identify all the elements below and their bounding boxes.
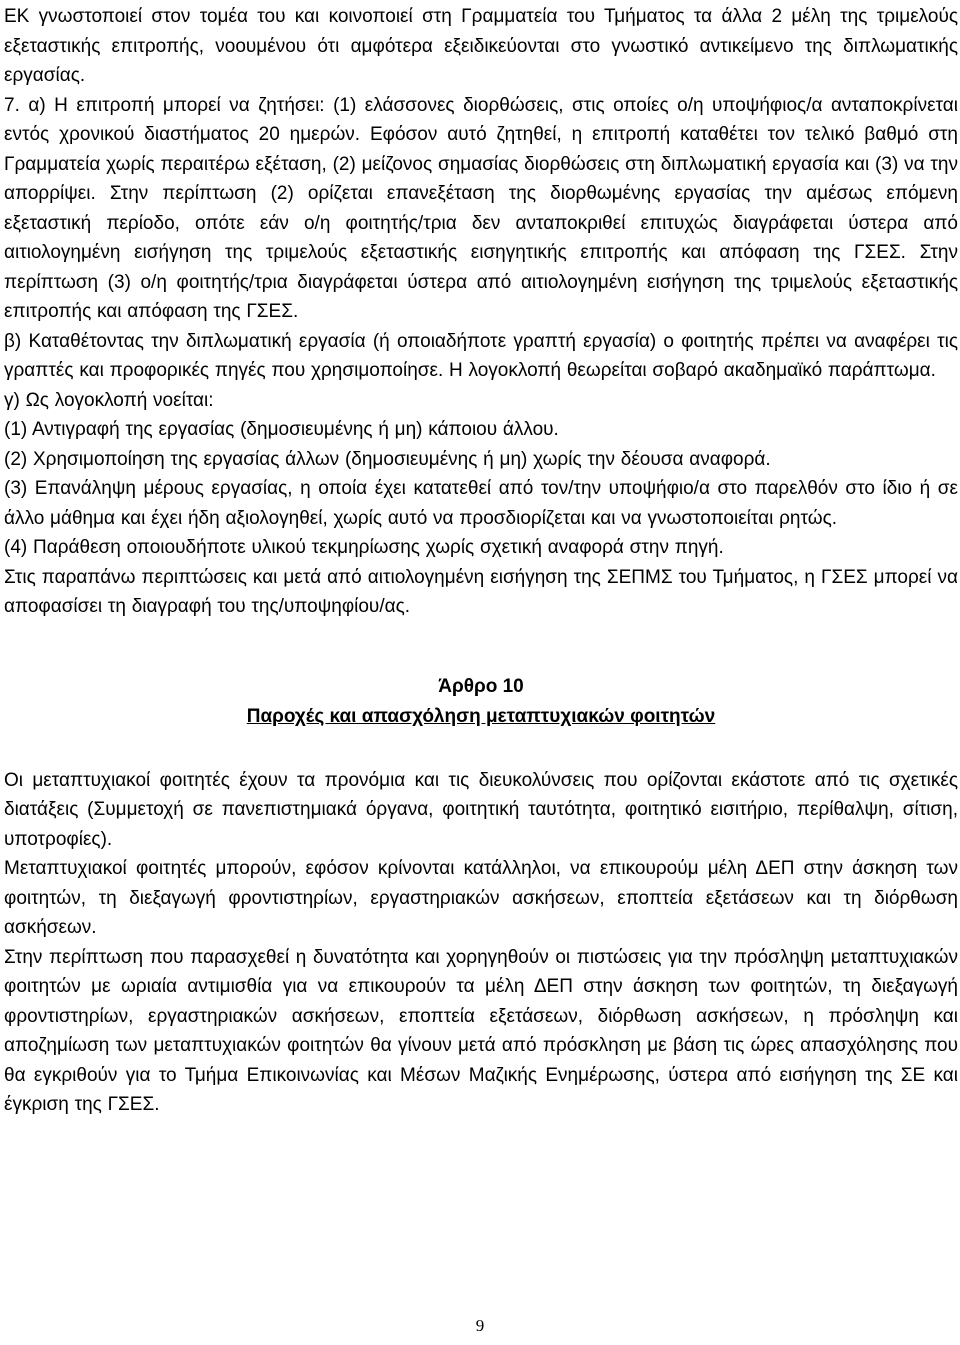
list-item-1: (1) Αντιγραφή της εργασίας (δημοσιευμένης ή μη) κάποιου άλλου. [4,419,559,440]
spacer [4,732,958,766]
paragraph-item-b: β) Καταθέτοντας την διπλωματική εργασία (ή οποιαδήποτε γραπτή εργασία) ο φοιτητής πρέπει να αναφέρει τις γραπτές και προφορικές πηγές που χρησιμοποίησε. Η λογοκλοπή θεωρείται σοβαρό ακαδημαϊκό παράπτωμα. [4,330,958,381]
paragraph-item-c: γ) Ως λογοκλοπή νοείται: [4,389,214,411]
article-heading [4,672,958,732]
list-item-4: (4) Παράθεση οποιουδήποτε υλικού τεκμηρίωσης χωρίς σχετική αναφορά στην πηγή. [4,537,724,558]
paragraph-assist: Μεταπτυχιακοί φοιτητές μπορούν, εφόσον κρίνονται κατάλληλοι, να επικουρούμ μέλη ΔΕΠ στην άσκηση των φοιτητών, τη διεξαγωγή φροντιστηρίων, εργαστηριακών ασκήσεων, εποπτεία εξετάσεων και τη διόρθωση ασκήσεων. [4,858,958,938]
paragraph-intro: ΕΚ γνωστοποιεί στον τομέα του και κοινοποιεί στη Γραμματεία του Τμήματος τα άλλα 2 μέλη της τριμελούς εξεταστικής επιτροπής, νοουμένου ότι αμφότερα εξειδικεύονται στο γνωστικό αντικείμενο της διπλωματικής εργασίας. [4,6,958,86]
list-item-2: (2) Χρησιμοποίηση της εργασίας άλλων (δημοσιευμένης ή μη) χωρίς την δέουσα αναφορά. [4,448,771,470]
paragraph-item-7a: 7. α) Η επιτροπή μπορεί να ζητήσει: (1) ελάσσονες διορθώσεις, στις οποίες ο/η υποψήφιος/α ανταποκρίνεται εντός χρονικού διαστήματος 20 ημερών. Εφόσον αυτό ζητηθεί, η επιτροπή καταθέτει τον τελικό βαθμό στη Γραμματεία χωρίς περαιτέρω εξέταση, (2) μείζονος σημασίας διορθώσεις στη διπλωματική εργασία και (3) να την απορρίψει. Στην περίπτωση (2) ορίζεται επανεξέταση της διορθωμένης εργασίας την αμέσως επόμενη εξεταστική περίοδο, οπότε εάν ο/η φοιτητής/τρια δεν ανταποκριθεί επιτυχώς διαγράφεται ύστερα από αιτιολογημένη εισήγηση της τριμελούς εξεταστικής εισηγητικής επιτροπής και απόφαση της ΓΣΕΣ. Στην περίπτωση (3) ο/η φοιτητής/τρια διαγράφεται ύστερα από αιτιολογημένη εισήγηση της τριμελούς εξεταστικής επιτροπής και απόφαση της ΓΣΕΣ. [4,94,958,322]
page-number: 9 [475,1316,485,1335]
article-title: Παροχές και απασχόληση μεταπτυχιακών φοιτητών [246,705,716,727]
paragraph-benefits: Οι μεταπτυχιακοί φοιτητές έχουν τα προνόμια και τις διευκολύνσεις που ορίζονται εκάστοτε από τις σχετικές διατάξεις (Συμμετοχή σε πανεπιστημιακά όργανα, φοιτητική ταυτότητα, φοιτητικό εισιτήριο, περίθαλψη, σίτιση, υποτροφίες). [4,769,958,850]
list-item-3: (3) Επανάληψη μέρους εργασίας, η οποία έχει κατατεθεί από τον/την υποψήφιο/α στο παρελθόν στο ίδιο ή σε άλλο μάθημα και έχει ήδη αξιολογηθεί, χωρίς αυτό να προσδιορίζεται και να γνωστοποιείται ρητώς. [4,478,958,529]
document-body [4,2,958,1120]
article-number: Άρθρο 10 [438,675,524,697]
paragraph-hiring: Στην περίπτωση που παρασχεθεί η δυνατότητα και χορηγηθούν οι πιστώσεις για την πρόσληψη μεταπτυχιακών φοιτητών με ωριαία αντιμισθία για να επικουρούν τα μέλη ΔΕΠ στην άσκηση των φοιτητών, τη διεξαγωγή φροντιστηρίων, εργαστηριακών ασκήσεων, εποπτεία εξετάσεων, διόρθωση ασκήσεων, η πρόσληψη και αποζημίωση των μεταπτυχιακών φοιτητών θα γίνουν μετά από πρόσκληση με βάση τις ώρες απασχόλησης που θα εγκριθούν για το Τμήμα Επικοινωνίας και Μέσων Μαζικής Ενημέρωσης, ύστερα από εισήγηση της ΣΕ και έγκριση της ΓΣΕΣ. [4,946,958,1115]
paragraph-conclusion: Στις παραπάνω περιπτώσεις και μετά από αιτιολογημένη εισήγηση της ΣΕΠΜΣ του Τμήματος, η ΓΣΕΣ μπορεί να αποφασίσει τη διαγραφή του της/υποψηφίου/ας. [4,566,958,617]
